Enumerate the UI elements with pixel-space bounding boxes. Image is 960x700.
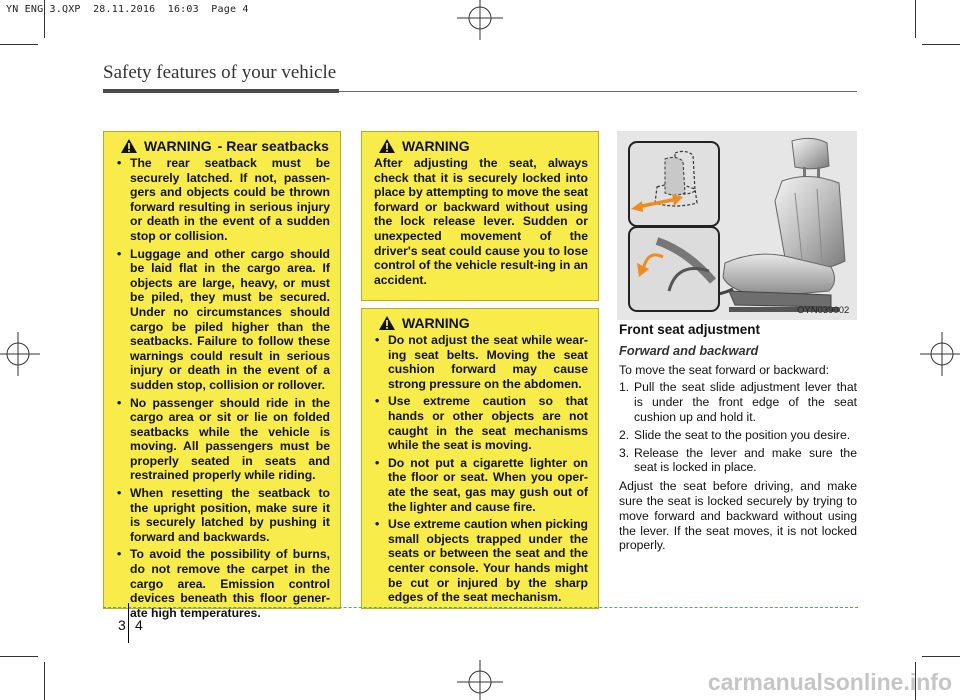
warning-title: WARNING: [402, 314, 470, 331]
registration-mark-bottom: [455, 660, 505, 700]
section-heading: Front seat adjustment: [619, 322, 761, 337]
warning-header: [120, 138, 330, 154]
warning-seat-lock: [361, 131, 599, 301]
warning-item: • When resetting the seatback to the upright position, make sure it is securely latched by pushing it forward and backwards.: [116, 486, 330, 544]
step-item: [619, 446, 857, 476]
footer-rule: [103, 607, 858, 608]
warning-item: • The rear seatback must be securely latched. If not, passen-gers and objects could be thrown forward resulting in serious injury or death in the event of a sudden stop or collision.: [116, 156, 330, 244]
header-rule-thin: [339, 91, 857, 92]
warning-triangle-icon: [378, 315, 396, 331]
step-text: Pull the seat slide adjustment lever that is under the front edge of the seat cushion up and hold it.: [634, 380, 857, 424]
step-text: Release the lever and make sure the seat is locked in place.: [634, 445, 857, 475]
seat-drawing: [617, 131, 857, 320]
warning-item: • Do not adjust the seat while wear-ing seat belts. Moving the seat cushion forward may cause strong pressure on the abdomen.: [374, 333, 588, 391]
warning-triangle-icon: [378, 138, 396, 154]
crop-mark: [915, 0, 916, 38]
step-item: [619, 380, 857, 424]
crop-mark: [0, 44, 38, 45]
warning-list: [116, 156, 330, 620]
closing-text: Adjust the seat before driving, and make sure the seat is locked securely by trying to move forward and backward without using the lever. If the seat moves, it is not locked properly.: [619, 479, 857, 553]
page-number-separator: [128, 603, 129, 643]
warning-body: After adjusting the seat, always check that it is securely locked into place by attempting to move the seat forward or backward without using the lock release lever. Sudden or unexpected movement of the driver's seat could cause you to lose control of the vehicle result-ing in an accident.: [374, 156, 589, 287]
header-rule-thick: [103, 89, 339, 93]
watermark: carmanualsonline.info: [707, 669, 952, 695]
warning-item: • Do not put a cigarette lighter on the floor or seat. When you oper-ate the seat, gas may gush out of the lighter and cause fire.: [374, 456, 588, 514]
step-number: 3.: [619, 445, 630, 460]
warning-item: • Luggage and other cargo should be laid flat in the cargo area. If objects are large, heavy, or must be piled, they must be secured. Under no circumstances should cargo be piled higher than the seatbacks. Failure to follow these warnings could result in serious injury or death in the event of a sudden stop, collision or rollover.: [116, 247, 330, 393]
intro-text: To move the seat forward or backward:: [619, 362, 829, 377]
step-number: 2.: [619, 427, 630, 442]
warning-triangle-icon: [120, 138, 138, 154]
step-item: [619, 428, 857, 443]
warning-header: [378, 315, 588, 331]
seat-illustration: [617, 131, 857, 320]
crop-mark: [44, 662, 45, 700]
crop-mark: [922, 656, 960, 657]
steps-list: [619, 380, 857, 475]
warning-title: WARNING: [144, 137, 212, 154]
warning-rear-seatbacks: [103, 131, 341, 620]
figure-code: OYN039002: [797, 305, 850, 316]
warning-seat-adjust-driving: [361, 308, 599, 609]
step-text: Slide the seat to the position you desire.: [634, 427, 851, 442]
crop-mark: [0, 656, 38, 657]
warning-title: WARNING: [402, 137, 470, 154]
front-seat-adjustment-section: [619, 323, 857, 556]
warning-item: • To avoid the possibility of burns, do not remove the carpet in the cargo area. Emission control devices beneath this floor gener-ate high temperatures.: [116, 547, 330, 620]
warning-subtitle: - Rear seatbacks: [217, 137, 329, 154]
registration-mark-left: [0, 330, 40, 378]
warning-header: [378, 138, 588, 154]
crop-mark: [922, 44, 960, 45]
warning-item: • Use extreme caution when picking small objects trapped under the seats or between the seat and the center console. Your hands might be cut or injured by the sharp edges of the seat mechanism.: [374, 517, 588, 605]
step-number: 1.: [619, 380, 630, 395]
page-number: 4: [135, 617, 143, 633]
warning-list: [374, 333, 588, 605]
chapter-number: 3: [118, 617, 126, 633]
section-subheading: Forward and backward: [619, 342, 759, 358]
registration-mark-top: [455, 0, 505, 40]
warning-item: • No passenger should ride in the cargo area or sit or lie on folded seatbacks while the vehicle is moving. All passengers must be properly seated in seats and restrained properly while riding.: [116, 396, 330, 484]
warning-item: • Use extreme caution so that hands or other objects are not caught in the seat mechanisms while the seat is moving.: [374, 394, 588, 452]
print-slug: YN ENG 3.QXP 28.11.2016 16:03 Page 4: [6, 4, 249, 15]
section-title: Safety features of your vehicle: [103, 62, 337, 83]
registration-mark-right: [920, 330, 960, 378]
